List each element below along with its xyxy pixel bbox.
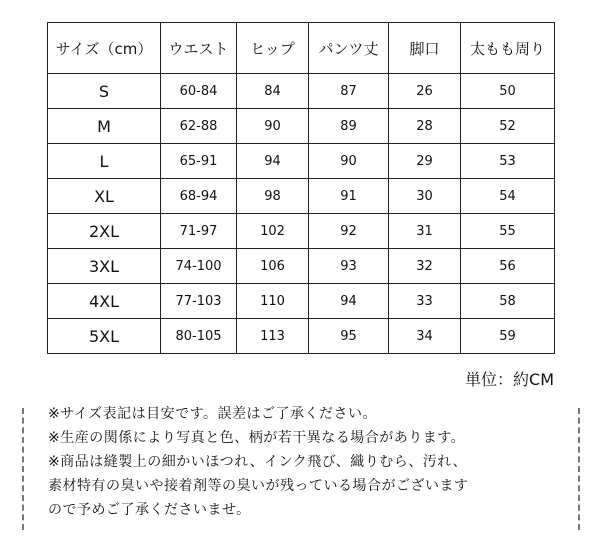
cell-waist: 77-103	[161, 284, 237, 319]
cell-hip: 90	[237, 109, 309, 144]
cell-waist: 71-97	[161, 214, 237, 249]
cell-hem: 31	[389, 214, 461, 249]
header-hip: ヒップ	[237, 23, 309, 74]
cell-hip: 84	[237, 74, 309, 109]
cell-hem: 32	[389, 249, 461, 284]
cell-hem: 34	[389, 319, 461, 354]
cell-size: 4XL	[48, 284, 161, 319]
cell-length: 95	[309, 319, 389, 354]
cell-thigh: 50	[461, 74, 555, 109]
cell-hem: 28	[389, 109, 461, 144]
cell-hem: 29	[389, 144, 461, 179]
size-chart-table	[47, 22, 555, 354]
header-waist: ウエスト	[161, 23, 237, 74]
cell-length: 90	[309, 144, 389, 179]
note-line: 素材特有の臭いや接着剤等の臭いが残っている場合がございます	[48, 478, 469, 494]
left-dashed-divider	[22, 408, 24, 530]
right-dashed-divider	[578, 408, 580, 530]
cell-length: 94	[309, 284, 389, 319]
cell-hip: 102	[237, 214, 309, 249]
cell-waist: 74-100	[161, 249, 237, 284]
cell-size: XL	[48, 179, 161, 214]
cell-waist: 62-88	[161, 109, 237, 144]
header-size: サイズ（cm）	[48, 23, 161, 74]
cell-length: 87	[309, 74, 389, 109]
notes-block	[48, 402, 568, 522]
table-row	[48, 109, 555, 144]
cell-length: 93	[309, 249, 389, 284]
cell-size: L	[48, 144, 161, 179]
table-row	[48, 249, 555, 284]
cell-size: S	[48, 74, 161, 109]
cell-hem: 33	[389, 284, 461, 319]
cell-hip: 113	[237, 319, 309, 354]
table-header-row	[48, 23, 555, 74]
cell-waist: 65-91	[161, 144, 237, 179]
table-row	[48, 284, 555, 319]
cell-size: M	[48, 109, 161, 144]
cell-size: 3XL	[48, 249, 161, 284]
note-line: ので予めご了承くださいませ。	[48, 502, 251, 518]
cell-hem: 26	[389, 74, 461, 109]
cell-thigh: 54	[461, 179, 555, 214]
header-hem: 脚口	[389, 23, 461, 74]
cell-hem: 30	[389, 179, 461, 214]
cell-thigh: 53	[461, 144, 555, 179]
cell-thigh: 59	[461, 319, 555, 354]
cell-length: 91	[309, 179, 389, 214]
cell-waist: 80-105	[161, 319, 237, 354]
cell-hip: 106	[237, 249, 309, 284]
table-row	[48, 179, 555, 214]
cell-waist: 68-94	[161, 179, 237, 214]
header-length: パンツ丈	[309, 23, 389, 74]
cell-hip: 94	[237, 144, 309, 179]
cell-length: 89	[309, 109, 389, 144]
cell-thigh: 55	[461, 214, 555, 249]
cell-thigh: 56	[461, 249, 555, 284]
cell-hip: 98	[237, 179, 309, 214]
table-row	[48, 144, 555, 179]
cell-size: 2XL	[48, 214, 161, 249]
cell-hip: 110	[237, 284, 309, 319]
unit-label: 単位：約CM	[465, 370, 554, 389]
table-row	[48, 319, 555, 354]
cell-size: 5XL	[48, 319, 161, 354]
header-thigh: 太もも周り	[461, 23, 555, 74]
table-row	[48, 74, 555, 109]
note-line: ※生産の関係により写真と色、柄が若干異なる場合があります。	[48, 430, 466, 446]
cell-length: 92	[309, 214, 389, 249]
cell-thigh: 58	[461, 284, 555, 319]
table-row	[48, 214, 555, 249]
note-line: ※サイズ表記は目安です。誤差はご了承ください。	[48, 406, 377, 422]
note-line: ※商品は縫製上の細かいほつれ、インク飛び、織りむら、汚れ、	[48, 454, 468, 470]
cell-waist: 60-84	[161, 74, 237, 109]
cell-thigh: 52	[461, 109, 555, 144]
